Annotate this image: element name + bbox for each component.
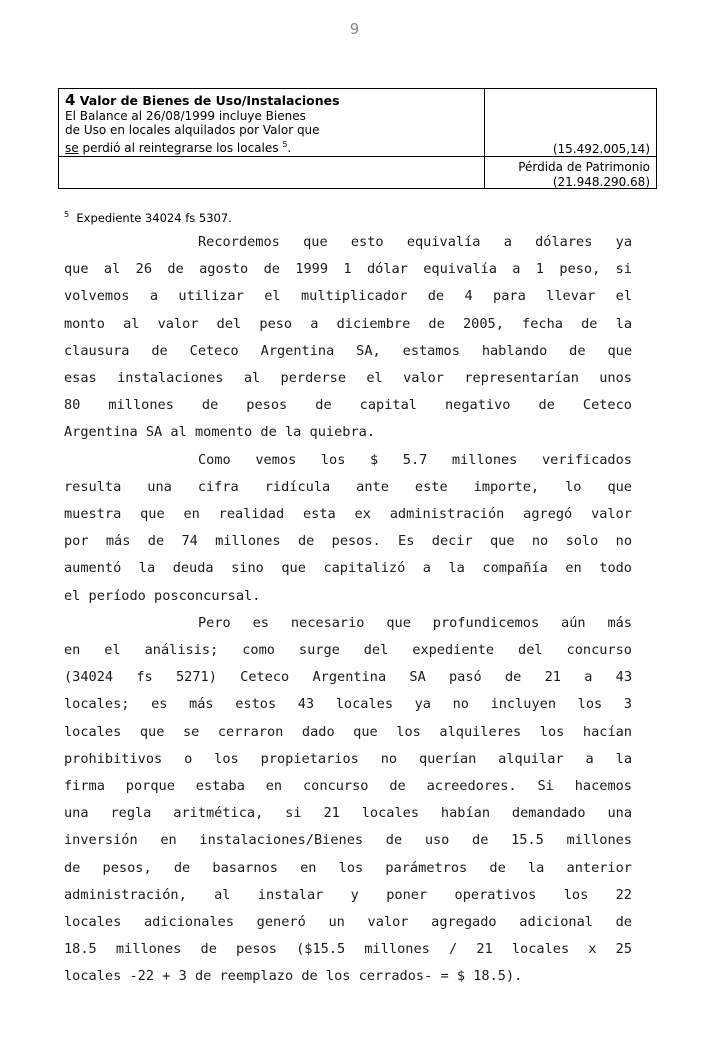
table-description-prefix: se xyxy=(65,140,79,155)
table-result-label: Pérdida de Patrimonio xyxy=(518,160,650,174)
paragraph-line: Pero es necesario que profundicemos aún más xyxy=(198,614,632,631)
paragraph-line: locales -22 + 3 de reemplazo de los cerrados- = $ 18.5). xyxy=(64,968,523,985)
paragraph-line: muestra que en realidad esta ex administración agregó valor xyxy=(64,506,632,523)
paragraph-line: locales; es más estos 43 locales ya no incluyen los 3 xyxy=(64,696,632,713)
table-description-text: perdió al reintegrarse los locales xyxy=(78,140,279,155)
paragraph-line: clausura de Ceteco Argentina SA, estamos hablando de que xyxy=(64,342,632,359)
footnote xyxy=(64,210,232,225)
table-amount: (15.492.005,14) xyxy=(552,142,650,156)
paragraph-line: el período posconcursal. xyxy=(64,587,261,604)
paragraph-line: esas instalaciones al perderse el valor representarían unos xyxy=(64,370,632,387)
footnote-reference: 5 xyxy=(282,139,288,149)
table-description-cell xyxy=(65,93,480,155)
paragraph-line: locales adicionales generó un valor agregado adicional de xyxy=(64,914,632,931)
page-number: 9 xyxy=(349,20,360,38)
paragraph-line: volvemos a utilizar el multiplicador de 4 para llevar el xyxy=(64,288,632,305)
footnote-text: Expediente 34024 fs 5307. xyxy=(76,210,232,225)
paragraph-line: locales que se cerraron dado que los alquileres los hacían xyxy=(64,723,632,740)
table-result-cell xyxy=(518,160,650,189)
table-description-line: de Uso en locales alquilados por Valor que xyxy=(65,123,320,137)
paragraph-line: de pesos, de basarnos en los parámetros de la anterior xyxy=(64,859,632,876)
paragraph-line: 80 millones de pesos de capital negativo de Ceteco xyxy=(64,397,632,414)
paragraph-line: 18.5 millones de pesos ($15.5 millones / 21 locales x 25 xyxy=(64,941,632,958)
paragraph-line: administración, al instalar y poner operativos los 22 xyxy=(64,886,632,903)
paragraph-line: prohibitivos o los propietarios no querían alquilar a la xyxy=(64,750,632,767)
paragraph-line: resulta una cifra ridícula ante este importe, lo que xyxy=(64,478,632,495)
paragraph-line: monto al valor del peso a diciembre de 2005, fecha de la xyxy=(64,315,632,332)
paragraph-line: Como vemos los $ 5.7 millones verificados xyxy=(198,451,632,468)
paragraph-line: por más de 74 millones de pesos. Es decir que no solo no xyxy=(64,533,632,550)
paragraph-line: inversión en instalaciones/Bienes de uso de 15.5 millones xyxy=(64,832,632,849)
table-title-text: Valor de Bienes de Uso/Instalaciones xyxy=(79,93,340,108)
table-item-number: 4 xyxy=(65,91,76,109)
paragraph-line: (34024 fs 5271) Ceteco Argentina SA pasó de 21 a 43 xyxy=(64,669,632,686)
table-row-divider xyxy=(59,156,656,157)
paragraph-line: aumentó la deuda sino que capitalizó a la compañía en todo xyxy=(64,560,632,577)
asset-value-table xyxy=(58,88,657,189)
paragraph-line: Argentina SA al momento de la quiebra. xyxy=(64,424,375,441)
table-description-line: El Balance al 26/08/1999 incluye Bienes xyxy=(65,108,306,123)
table-title xyxy=(65,93,480,109)
paragraph-line: firma porque estaba en concurso de acreedores. Si hacemos xyxy=(64,778,632,795)
table-column-divider xyxy=(484,89,485,188)
paragraph-line: en el análisis; como surge del expediente del concurso xyxy=(64,642,632,659)
footnote-marker: 5 xyxy=(64,210,70,219)
paragraph-line: una regla aritmética, si 21 locales habían demandado una xyxy=(64,805,632,822)
body-text xyxy=(64,229,632,991)
table-description-line: se perdió al reintegrarse los locales $^5$. xyxy=(65,139,292,155)
paragraph-line: Recordemos que esto equivalía a dólares ya xyxy=(198,234,632,250)
paragraph-line: que al 26 de agosto de 1999 1 dólar equivalía a 1 peso, si xyxy=(64,261,632,278)
table-result-amount: (21.948.290.68) xyxy=(552,174,650,189)
